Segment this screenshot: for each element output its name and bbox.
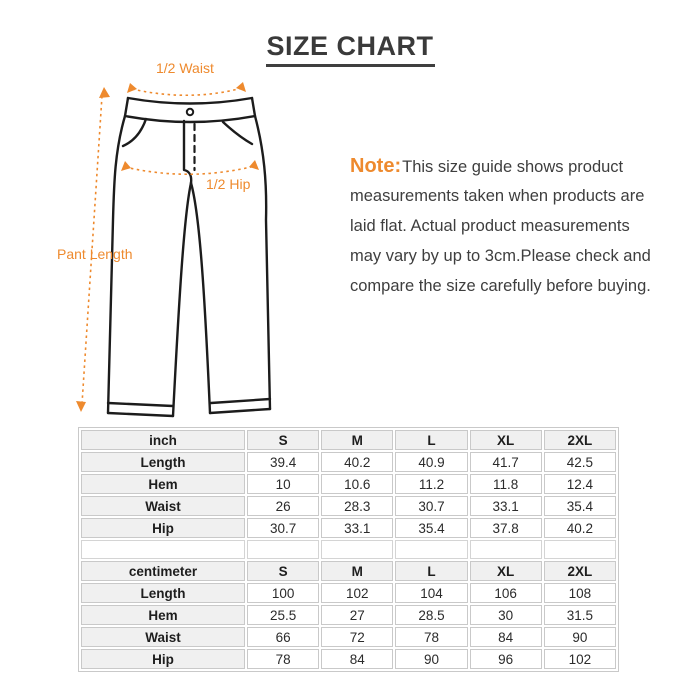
row-label: Hem (81, 474, 245, 494)
cell-value: 33.1 (470, 496, 542, 516)
cell-value: 106 (470, 583, 542, 603)
table-row (81, 496, 616, 516)
cell-value: 40.2 (321, 452, 393, 472)
waist-arrow-right-icon (236, 82, 246, 92)
spacer-cell (544, 540, 616, 559)
note-line: compare the size carefully before buying. (350, 277, 651, 295)
row-label: Hip (81, 518, 245, 538)
size-header: M (321, 430, 393, 450)
row-label: Waist (81, 496, 245, 516)
cell-value: 40.2 (544, 518, 616, 538)
table-row (81, 649, 616, 669)
cell-value: 30 (470, 605, 542, 625)
product-note (350, 151, 680, 301)
cell-value: 10.6 (321, 474, 393, 494)
table-row (81, 474, 616, 494)
size-header: S (247, 561, 319, 581)
size-header: XL (470, 561, 542, 581)
cell-value: 31.5 (544, 605, 616, 625)
table-row (81, 627, 616, 647)
spacer-cell (470, 540, 542, 559)
size-header: 2XL (544, 430, 616, 450)
table-spacer-row (81, 540, 616, 559)
size-header: M (321, 561, 393, 581)
spacer-cell (321, 540, 393, 559)
cell-value: 108 (544, 583, 616, 603)
cell-value: 41.7 (470, 452, 542, 472)
cell-value: 35.4 (395, 518, 467, 538)
unit-header-centimeter: centimeter (81, 561, 245, 581)
cell-value: 84 (470, 627, 542, 647)
left-cuff-line (108, 403, 173, 406)
row-label: Length (81, 583, 245, 603)
cell-value: 90 (395, 649, 467, 669)
left-pocket-line (123, 119, 146, 146)
size-header: L (395, 561, 467, 581)
note-text: This size guide shows product (402, 158, 624, 176)
cell-value: 90 (544, 627, 616, 647)
cell-value: 40.9 (395, 452, 467, 472)
spacer-cell (247, 540, 319, 559)
cell-value: 78 (395, 627, 467, 647)
right-pocket-line (223, 122, 252, 144)
cell-value: 25.5 (247, 605, 319, 625)
cell-value: 102 (544, 649, 616, 669)
waist-button-icon (187, 109, 193, 115)
cell-value: 104 (395, 583, 467, 603)
right-cuff-line (211, 399, 270, 403)
table-row (81, 583, 616, 603)
table-row (81, 452, 616, 472)
cell-value: 96 (470, 649, 542, 669)
length-arrow-top-icon (99, 87, 110, 98)
length-arrow-bottom-icon (76, 401, 86, 412)
cell-value: 11.8 (470, 474, 542, 494)
size-header: S (247, 430, 319, 450)
table-row-cm-header (81, 561, 616, 581)
row-label: Length (81, 452, 245, 472)
cell-value: 66 (247, 627, 319, 647)
left-hem-line (108, 413, 173, 416)
spacer-cell (395, 540, 467, 559)
cell-value: 11.2 (395, 474, 467, 494)
left-inner-seam (173, 183, 191, 416)
note-line: may vary by up to 3cm.Please check and (350, 247, 651, 265)
cell-value: 84 (321, 649, 393, 669)
cell-value: 35.4 (544, 496, 616, 516)
cell-value: 10 (247, 474, 319, 494)
waistband-top-line (128, 98, 252, 104)
page-title: SIZE CHART (266, 31, 435, 67)
cell-value: 39.4 (247, 452, 319, 472)
note-line: measurements taken when products are (350, 187, 645, 205)
table-row (81, 518, 616, 538)
size-header: 2XL (544, 561, 616, 581)
cell-value: 102 (321, 583, 393, 603)
size-header: L (395, 430, 467, 450)
length-measure-label: Pant Length (57, 246, 133, 262)
cell-value: 30.7 (395, 496, 467, 516)
cell-value: 28.3 (321, 496, 393, 516)
hip-arrow-right-icon (249, 160, 259, 170)
note-label: Note: (350, 155, 402, 177)
row-label: Hem (81, 605, 245, 625)
waist-measure-arc (132, 88, 242, 95)
right-outer-seam (252, 98, 270, 409)
hip-arrow-left-icon (121, 161, 131, 171)
waistband-bottom-line (125, 116, 255, 122)
cell-value: 78 (247, 649, 319, 669)
cell-value: 28.5 (395, 605, 467, 625)
table-row (81, 605, 616, 625)
hip-measure-arc (125, 166, 255, 174)
right-hem-line (210, 409, 270, 413)
cell-value: 26 (247, 496, 319, 516)
size-header: XL (470, 430, 542, 450)
cell-value: 100 (247, 583, 319, 603)
right-inner-seam (191, 183, 210, 413)
hip-measure-label: 1/2 Hip (206, 176, 251, 192)
table-row-inch-header (81, 430, 616, 450)
cell-value: 27 (321, 605, 393, 625)
row-label: Waist (81, 627, 245, 647)
waist-arrow-left-icon (127, 83, 137, 93)
fly-seam-line (184, 121, 191, 183)
note-line: laid flat. Actual product measurements (350, 217, 630, 235)
size-table (78, 427, 619, 672)
cell-value: 72 (321, 627, 393, 647)
unit-header-inch: inch (81, 430, 245, 450)
cell-value: 42.5 (544, 452, 616, 472)
waist-measure-label: 1/2 Waist (156, 60, 214, 76)
spacer-cell (81, 540, 245, 559)
cell-value: 37.8 (470, 518, 542, 538)
note-line (350, 151, 680, 181)
page-header (0, 31, 700, 67)
cell-value: 30.7 (247, 518, 319, 538)
cell-value: 33.1 (321, 518, 393, 538)
cell-value: 12.4 (544, 474, 616, 494)
row-label: Hip (81, 649, 245, 669)
